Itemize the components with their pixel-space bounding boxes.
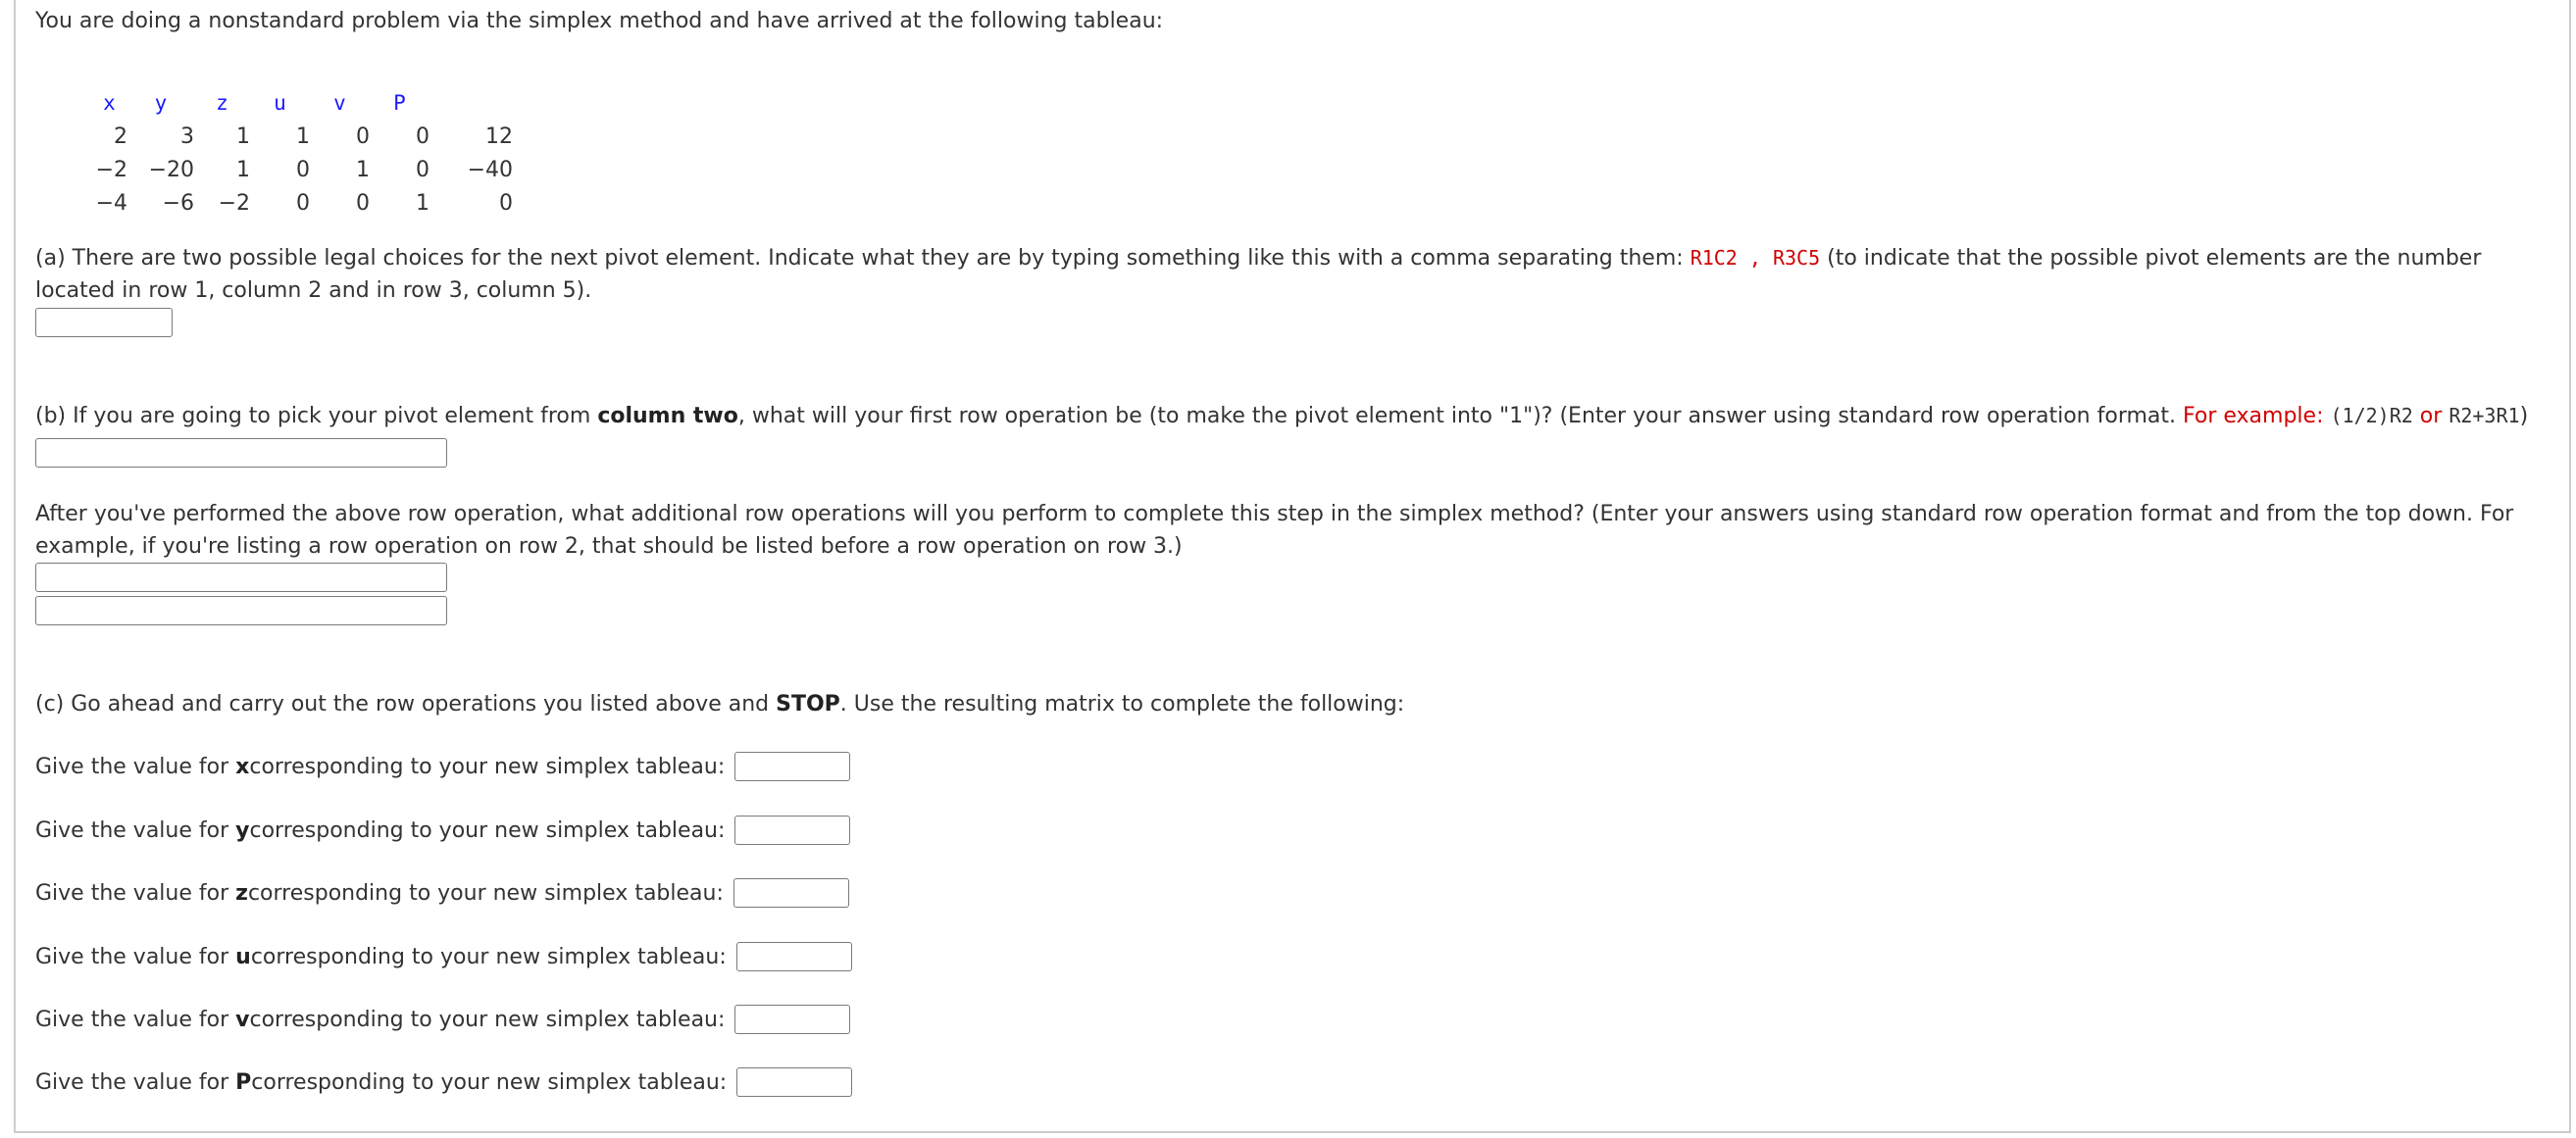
part-a-example: R1C2 , R3C5 [1690, 246, 1821, 270]
part-b-question [35, 400, 2528, 432]
part-b-text-mid: , what will your first row operation be (to make the pivot element into "1")? (Enter your answer using standard row operation format. [737, 404, 2184, 428]
part-c-bold: STOP [776, 692, 840, 717]
value-y-input[interactable] [734, 816, 850, 845]
tableau-row [91, 153, 513, 186]
part-c-text-before: (c) Go ahead and carry out the row operations you listed above and [35, 692, 777, 717]
value-x-input[interactable] [734, 752, 850, 781]
part-b-example-label: For example: [2183, 404, 2324, 428]
intro-text: You are doing a nonstandard problem via the simplex method and have arrived at the following tableau: [35, 9, 1164, 33]
part-b-text-before: (b) If you are going to pick your pivot element from [35, 404, 598, 428]
tableau-header-row [91, 86, 513, 120]
value-p-input[interactable] [736, 1067, 852, 1097]
value-prompt-after: corresponding to your new simplex tableau: [249, 817, 726, 843]
value-u-input[interactable] [736, 942, 852, 971]
tableau-cell: −6 [162, 190, 194, 216]
tableau-cell: −2 [95, 157, 127, 182]
tableau-cell: −20 [148, 157, 194, 182]
tableau-header: x [103, 91, 116, 115]
additional-row-operation-input-2[interactable] [35, 596, 447, 625]
first-row-operation-input[interactable] [35, 438, 447, 468]
tableau-header: u [274, 91, 286, 115]
part-b-or: or [2419, 404, 2443, 428]
tableau-cell: 0 [356, 124, 370, 149]
value-prompt-before: Give the value for [35, 944, 229, 969]
tableau-cell: −4 [95, 190, 127, 216]
value-prompt-before: Give the value for [35, 1069, 229, 1095]
tableau-cell: −40 [467, 157, 513, 182]
value-prompt-after: corresponding to your new simplex tableau: [249, 1007, 726, 1032]
value-variable: y [235, 817, 250, 843]
tableau-cell: 1 [236, 157, 250, 182]
tableau-cell: 1 [296, 124, 310, 149]
part-c-question [35, 688, 1404, 720]
value-variable: x [235, 754, 250, 779]
tableau-header: P [393, 91, 406, 115]
part-b-example-1: (1/2)R2 [2330, 404, 2413, 427]
tableau-cell: 12 [485, 124, 513, 149]
part-b-close: ) [2519, 404, 2529, 428]
value-prompt-before: Give the value for [35, 1007, 229, 1032]
tableau-cell: 2 [114, 124, 127, 149]
value-prompt-before: Give the value for [35, 754, 229, 779]
tableau-cell: 0 [416, 124, 429, 149]
tableau-cell: −2 [218, 190, 250, 216]
tableau-cell: 1 [356, 157, 370, 182]
value-v-input[interactable] [734, 1005, 850, 1034]
tableau-cell: 0 [356, 190, 370, 216]
part-a-question [35, 242, 2546, 307]
tableau-cell: 1 [236, 124, 250, 149]
value-prompt-after: corresponding to your new simplex tableau: [250, 944, 727, 969]
value-row-p [35, 1067, 852, 1097]
value-row-y [35, 816, 850, 845]
value-row-x [35, 752, 850, 781]
part-a-text-before: (a) There are two possible legal choices for the next pivot element. Indicate what they are by typing something like this with a comma separating them: [35, 246, 1691, 271]
tableau-cell: 0 [296, 190, 310, 216]
value-prompt-after: corresponding to your new simplex tableau: [249, 754, 726, 779]
value-row-v [35, 1005, 850, 1034]
part-c-text-after: . Use the resulting matrix to complete the following: [839, 692, 1405, 717]
value-prompt-after: corresponding to your new simplex tableau: [247, 880, 724, 906]
tableau-row [91, 120, 513, 153]
tableau-cell: 0 [296, 157, 310, 182]
tableau-cell: 1 [416, 190, 429, 216]
value-z-input[interactable] [733, 878, 849, 908]
value-variable: P [235, 1069, 252, 1095]
tableau-cell: 3 [180, 124, 194, 149]
tableau-header [429, 86, 513, 120]
part-b2-question: After you've performed the above row operation, what additional row operations will you perform to complete this step in the simplex method? (Enter your answers using standard row operation format and from the top down. For example, if you're listing a row operation on row 2, that should be listed before a row operation on row 3.) [35, 502, 2514, 559]
value-variable: z [235, 880, 248, 906]
part-b-bold: column two [597, 404, 738, 428]
part-b-example-2: R2+3R1 [2449, 404, 2520, 427]
part-a-text-after: (to indicate that the possible pivot elements are the number located in row 1, column 2 and in row 3, column 5). [35, 246, 2482, 303]
value-row-z [35, 878, 849, 908]
tableau-header: y [154, 91, 168, 115]
value-variable: v [235, 1007, 250, 1032]
additional-row-operation-input-1[interactable] [35, 563, 447, 592]
value-row-u [35, 942, 852, 971]
tableau-cell: 0 [499, 190, 513, 216]
pivot-choices-input[interactable] [35, 308, 173, 337]
tableau-cell: 0 [416, 157, 429, 182]
simplex-tableau [91, 86, 513, 220]
tableau-row [91, 186, 513, 220]
tableau-header: z [216, 91, 228, 115]
value-prompt-before: Give the value for [35, 880, 229, 906]
value-prompt-after: corresponding to your new simplex tableau: [251, 1069, 728, 1095]
value-variable: u [235, 944, 251, 969]
value-prompt-before: Give the value for [35, 817, 229, 843]
tableau-header: v [333, 91, 346, 115]
